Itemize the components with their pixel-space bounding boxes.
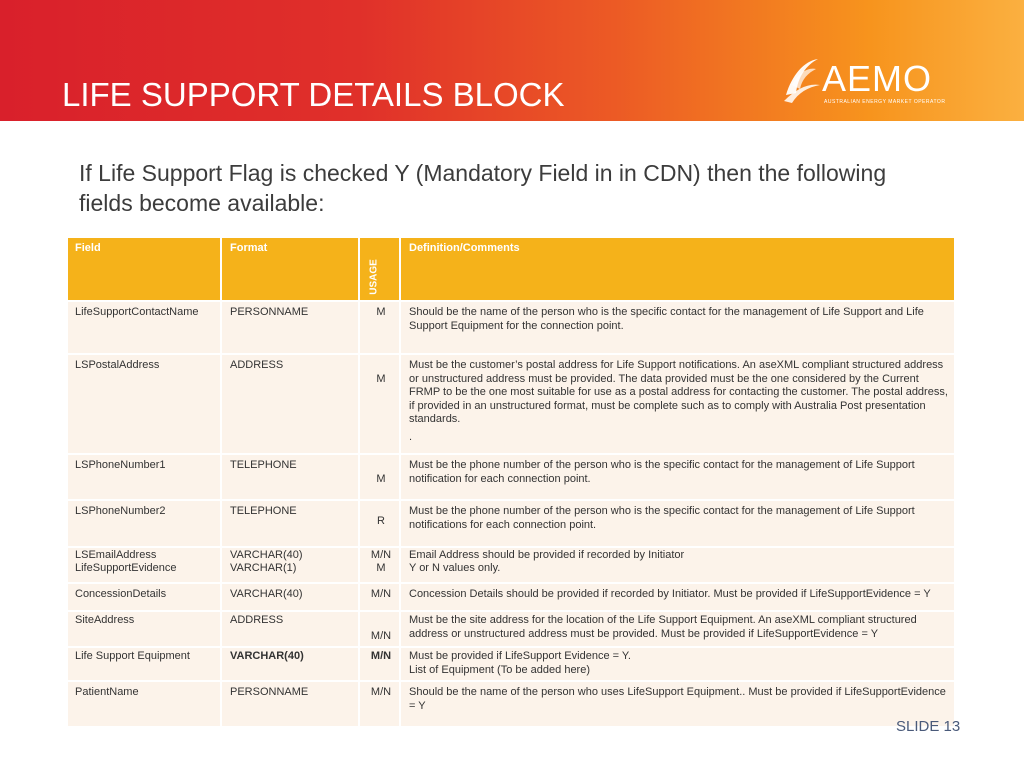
table-row — [68, 562, 954, 582]
format-cell: ADDRESS — [230, 359, 284, 371]
definition-extra: List of Equipment (To be added here) — [409, 663, 591, 676]
format-cell: TELEPHONE — [230, 459, 297, 471]
table-row — [68, 610, 954, 646]
usage-cell: M/N — [370, 650, 392, 662]
header-definition: Definition/Comments — [409, 242, 520, 254]
format-cell: VARCHAR(1) — [230, 562, 297, 574]
field-cell: SiteAddress — [75, 614, 135, 626]
logo-wordmark: AEMO — [822, 58, 933, 99]
intro-text: If Life Support Flag is checked Y (Mandatory Field in in CDN) then the following fields become available: — [79, 160, 887, 216]
slide-title: LIFE SUPPORT DETAILS BLOCK — [62, 76, 565, 113]
definition-text: Must be provided if LifeSupport Evidence = Y. — [409, 650, 631, 662]
table-header — [68, 238, 954, 300]
header-format: Format — [230, 242, 268, 254]
table-row — [68, 546, 954, 562]
field-cell: Life Support Equipment — [75, 650, 190, 662]
table-row — [68, 300, 954, 353]
usage-cell: M — [376, 562, 386, 574]
usage-cell: M/N — [370, 630, 392, 642]
table-row — [68, 453, 954, 499]
usage-cell: M/N — [370, 549, 392, 561]
definition-cell: Must be the phone number of the person who is the specific contact for the management of Life Support notifications for each connection point. — [409, 505, 915, 531]
format-cell: PERSONNAME — [230, 306, 309, 318]
field-cell: LSEmailAddress — [75, 549, 157, 561]
usage-cell: M — [376, 473, 386, 485]
field-cell: LSPhoneNumber2 — [75, 505, 166, 517]
definition-cell: Concession Details should be provided if recorded by Initiator. Must be provided if LifeSupportEvidence = Y — [409, 588, 931, 600]
definition-text: Must be the customer’s postal address for Life Support notifications. An aseXML compliant structured address or unstructured address must be provided. The data provided must be the one considered by the Current FRMP to be the one most suitable for use as a postal address for contacting the customer. The postal address, if provided in an unstructured format, must be complete such as to comply with Australia Post presentation standards. — [409, 359, 948, 425]
header-usage: USAGE — [368, 259, 380, 295]
usage-cell: M/N — [370, 588, 392, 600]
table-row — [68, 499, 954, 546]
definition-cell: Should be the name of the person who uses LifeSupport Equipment.. Must be provided if LifeSupportEvidence = Y — [409, 686, 946, 712]
aemo-swirl-icon — [782, 55, 822, 105]
slide-number: SLIDE 13 — [896, 718, 961, 735]
usage-cell: M/N — [370, 686, 392, 698]
table-row — [68, 353, 954, 453]
header-field: Field — [75, 242, 101, 254]
field-cell: LifeSupportEvidence — [75, 562, 177, 574]
logo-subtitle: AUSTRALIAN ENERGY MARKET OPERATOR — [824, 99, 946, 105]
definition-extra: . — [409, 430, 413, 443]
header-banner — [0, 0, 1024, 121]
format-cell: PERSONNAME — [230, 686, 309, 698]
format-cell: VARCHAR(40) — [230, 650, 304, 662]
definition-cell — [409, 359, 949, 444]
table-row — [68, 582, 954, 610]
definition-cell: Y or N values only. — [409, 562, 501, 574]
field-cell: LSPhoneNumber1 — [75, 459, 166, 471]
field-cell: LifeSupportContactName — [75, 306, 199, 318]
field-cell: LSPostalAddress — [75, 359, 160, 371]
field-cell: ConcessionDetails — [75, 588, 167, 600]
aemo-logo — [782, 55, 952, 113]
definition-cell: Must be the phone number of the person who is the specific contact for the management of Life Support notification for each connection point. — [409, 459, 915, 485]
usage-cell: R — [377, 515, 385, 527]
format-cell: ADDRESS — [230, 614, 284, 626]
format-cell: TELEPHONE — [230, 505, 297, 517]
definition-cell — [409, 650, 949, 677]
field-cell: PatientName — [75, 686, 139, 698]
table-row — [68, 646, 954, 680]
usage-cell: M — [376, 373, 386, 385]
format-cell: VARCHAR(40) — [230, 588, 303, 600]
definition-cell: Must be the site address for the location of the Life Support Equipment. An aseXML compliant structured address or unstructured address must be provided. Must be provided if LifeSupportEvidence = Y — [409, 614, 917, 640]
usage-cell: M — [376, 306, 386, 318]
format-cell: VARCHAR(40) — [230, 549, 303, 561]
definition-cell: Should be the name of the person who is the specific contact for the management of Life Support and Life Support Equipment for the connection point. — [409, 306, 924, 332]
definition-cell: Email Address should be provided if recorded by Initiator — [409, 549, 685, 561]
fields-table — [68, 238, 954, 726]
table-row — [68, 680, 954, 726]
